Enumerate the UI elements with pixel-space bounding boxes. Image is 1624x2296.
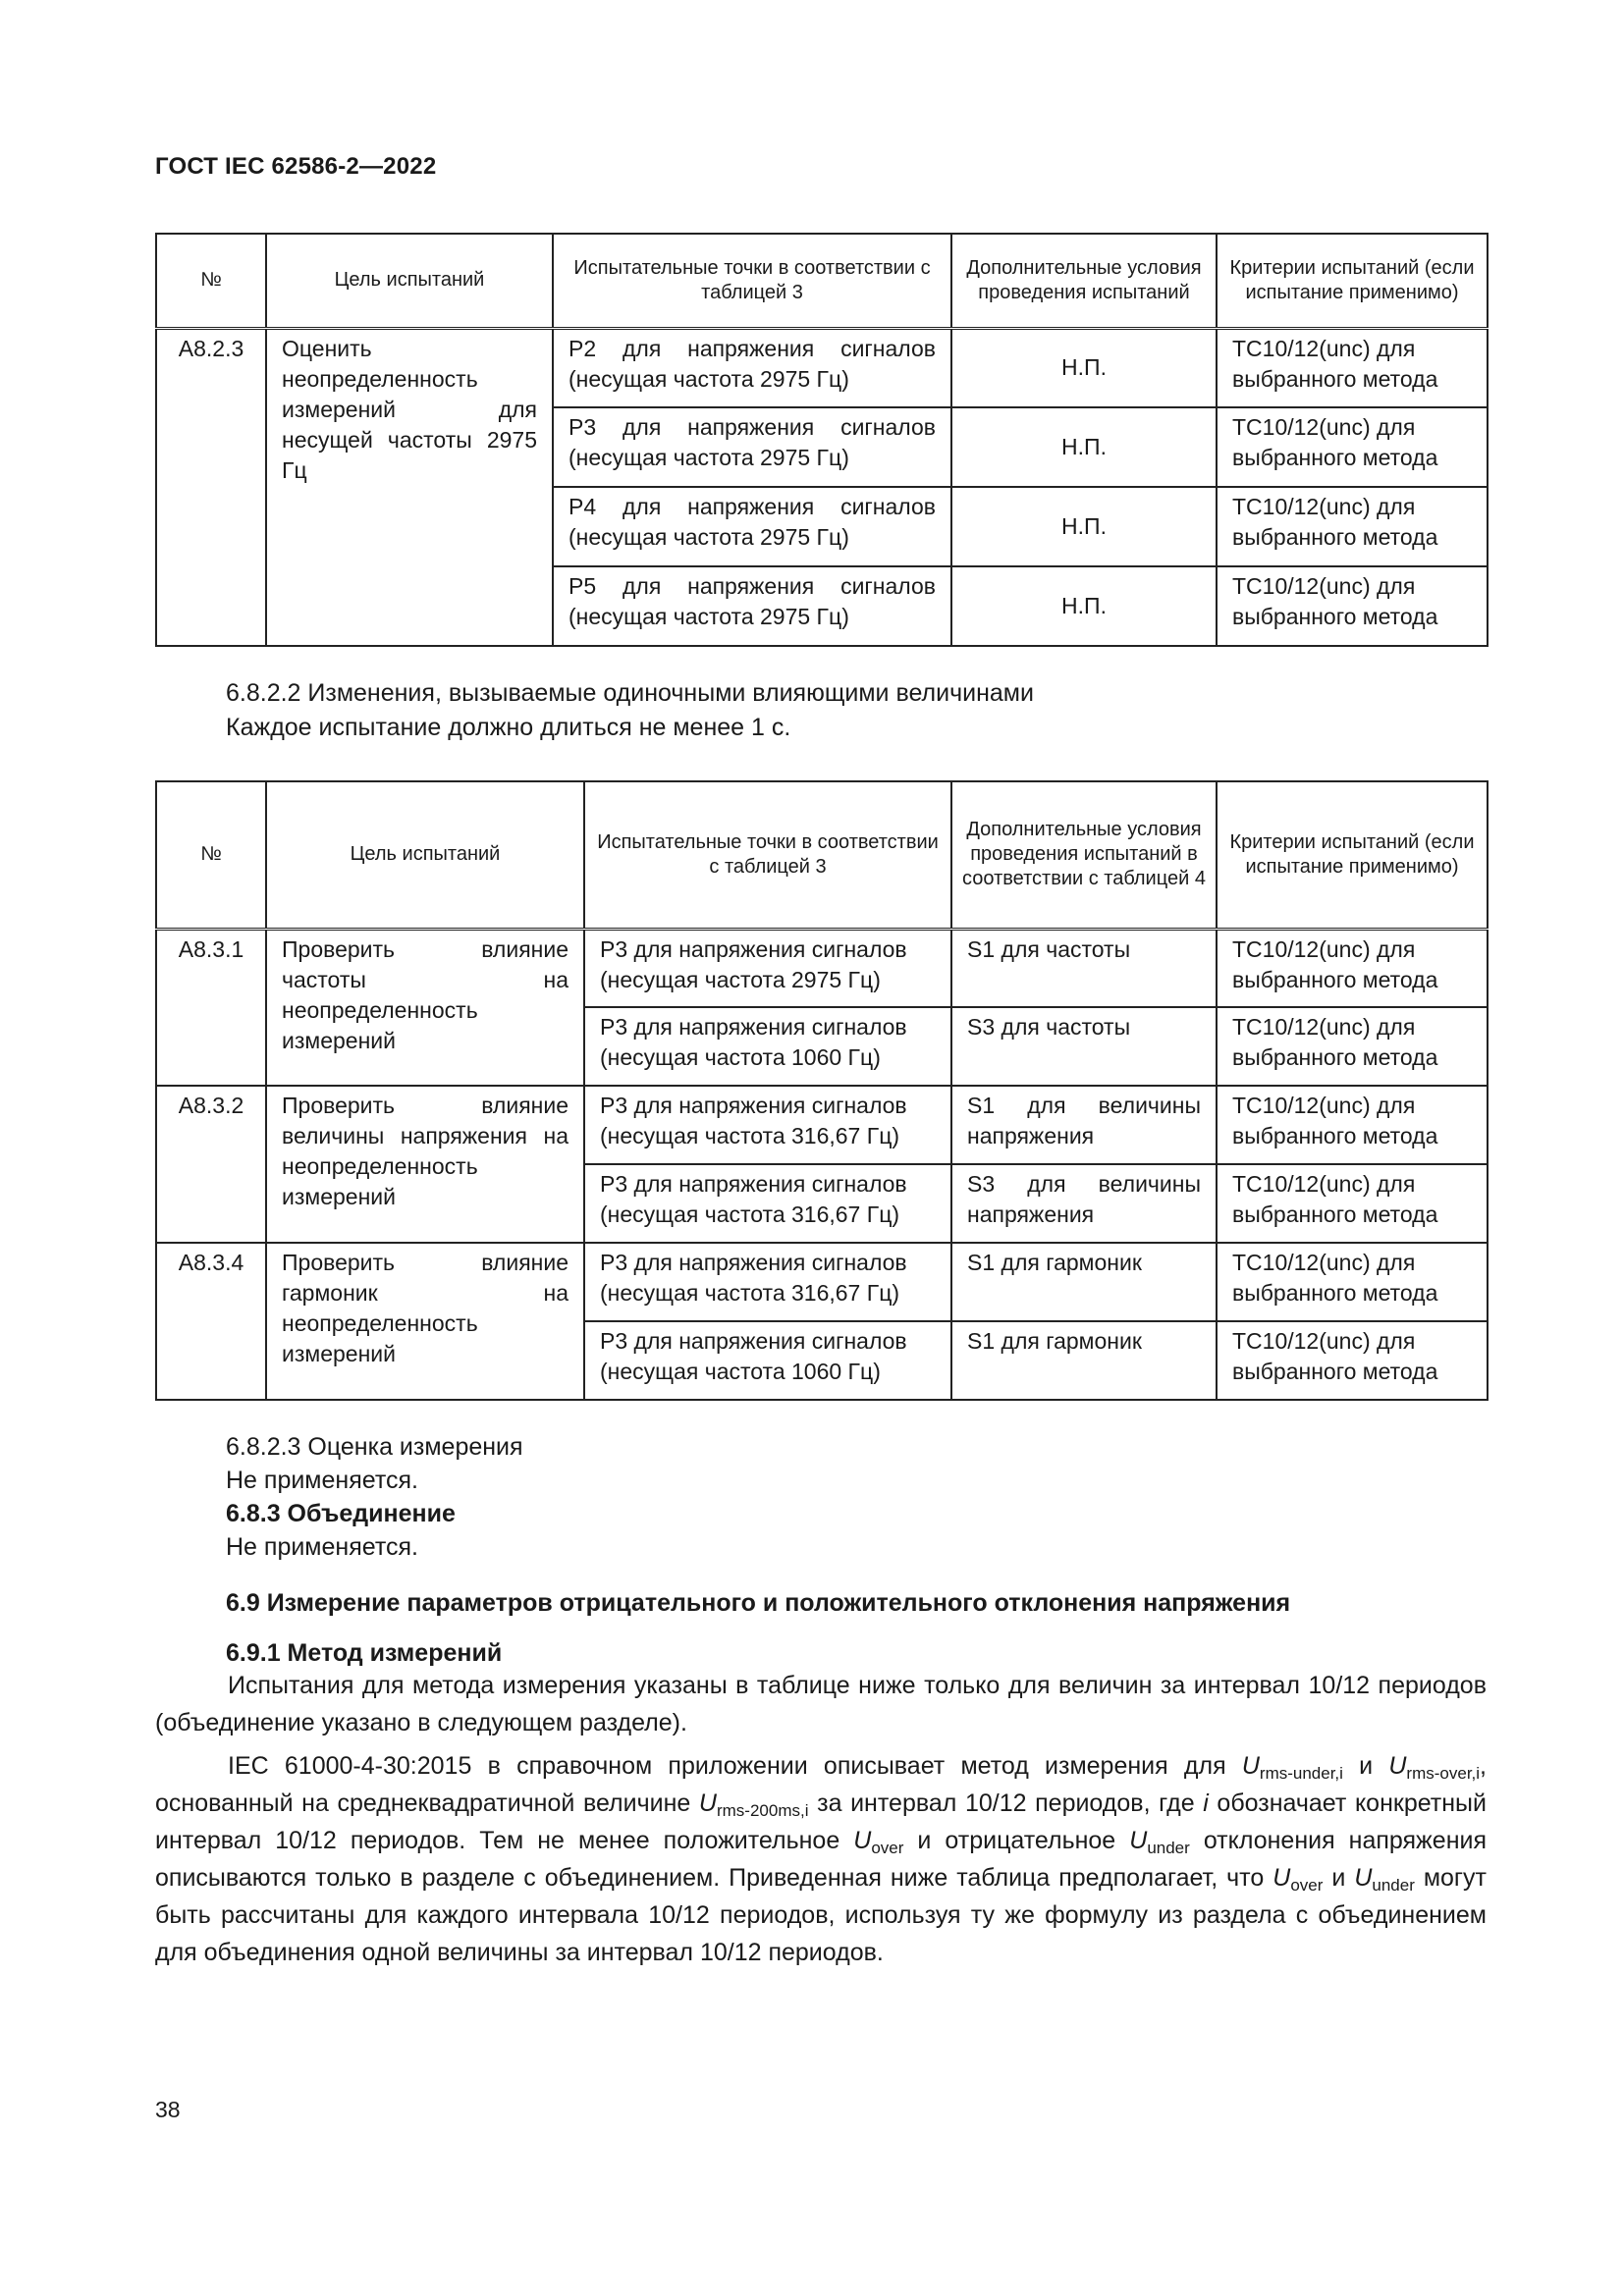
group-id: A8.2.3 — [156, 328, 266, 646]
header-conditions: Дополнительные условия проведения испытаний — [951, 234, 1217, 328]
table-row — [156, 929, 1488, 1007]
section-683-heading: 6.8.3 Объединение — [226, 1500, 456, 1527]
header-goal: Цель испытаний — [266, 781, 584, 929]
test-conditions: Н.П. — [951, 566, 1217, 646]
header-conditions: Дополнительные условия проведения испытаний в соответствии с таблицей 4 — [951, 781, 1217, 929]
section-691-body — [155, 1667, 1487, 1977]
test-conditions: S1 для гармоник — [951, 1243, 1217, 1321]
test-conditions: S3 для частоты — [951, 1007, 1217, 1086]
section-69-heading: 6.9 Измерение параметров отрицательного и положительного отклонения напряжения — [226, 1589, 1291, 1617]
section-6822-heading: 6.8.2.2 Изменения, вызываемые одиночными влияющими величинами — [226, 679, 1034, 707]
group-id: A8.3.4 — [156, 1243, 266, 1400]
test-conditions: S1 для величины напряжения — [951, 1086, 1217, 1164]
test-criteria: TC10/12(unc) для выбранного метода — [1217, 328, 1488, 407]
test-conditions: Н.П. — [951, 328, 1217, 407]
table-row — [156, 328, 1488, 407]
header-num: № — [156, 781, 266, 929]
header-points: Испытательные точки в соответствии с таблицей 3 — [584, 781, 951, 929]
test-criteria: TC10/12(unc) для выбранного метода — [1217, 1007, 1488, 1086]
test-criteria: TC10/12(unc) для выбранного метода — [1217, 407, 1488, 487]
test-point: P5 для напряжения сигналов (несущая частота 2975 Гц) — [553, 566, 951, 646]
group-goal: Оценить неопределенность измерений для несущей частоты 2975 Гц — [266, 328, 553, 646]
header-num: № — [156, 234, 266, 328]
test-point: P4 для напряжения сигналов (несущая частота 2975 Гц) — [553, 487, 951, 566]
table-row — [156, 1243, 1488, 1321]
test-criteria: TC10/12(unc) для выбранного метода — [1217, 929, 1488, 1007]
section-6823-text: Не применяется. — [226, 1467, 418, 1494]
document-header: ГОСТ IEC 62586-2—2022 — [155, 153, 437, 180]
header-criteria: Критерии испытаний (если испытание применимо) — [1217, 234, 1488, 328]
group-id: A8.3.1 — [156, 929, 266, 1086]
test-conditions: S3 для величины напряжения — [951, 1164, 1217, 1243]
test-table-1 — [155, 233, 1489, 647]
test-criteria: TC10/12(unc) для выбранного метода — [1217, 566, 1488, 646]
test-point: P3 для напряжения сигналов (несущая частота 316,67 Гц) — [584, 1164, 951, 1243]
group-goal: Проверить влияние гармоник на неопределенность измерений — [266, 1243, 584, 1400]
header-goal: Цель испытаний — [266, 234, 553, 328]
group-goal: Проверить влияние величины напряжения на неопределенность измерений — [266, 1086, 584, 1243]
group-goal: Проверить влияние частоты на неопределенность измерений — [266, 929, 584, 1086]
test-point: P3 для напряжения сигналов (несущая частота 1060 Гц) — [584, 1007, 951, 1086]
test-point: P2 для напряжения сигналов (несущая частота 2975 Гц) — [553, 328, 951, 407]
paragraph: IEC 61000-4-30:2015 в справочном приложении описывает метод измерения для $U_{rms-under,i}$ и $U_{rms-over,i}$, основанный на среднеквадратичной величине $U_{rms-200ms,i}$ за интервал 10/12 периодов, где i обозначает конкретный интервал 10/12 периодов. Тем не менее положительное $U_{over}$ и отрицательное $U_{under}$ отклонения напряжения описываются только в разделе с объединением. Приведенная ниже таблица предполагает, что $U_{over}$ и $U_{under}$ могут быть рассчитаны для каждого интервала 10/12 периодов, используя ту же формулу из раздела с объединением для объединения одной величины за интервал 10/12 периодов. — [155, 1752, 1487, 1966]
page-number: 38 — [155, 2097, 181, 2122]
header-criteria: Критерии испытаний (если испытание применимо) — [1217, 781, 1488, 929]
test-table-2 — [155, 780, 1489, 1401]
test-point: P3 для напряжения сигналов (несущая частота 2975 Гц) — [553, 407, 951, 487]
test-point: P3 для напряжения сигналов (несущая частота 2975 Гц) — [584, 929, 951, 1007]
test-criteria: TC10/12(unc) для выбранного метода — [1217, 1086, 1488, 1164]
test-point: P3 для напряжения сигналов (несущая частота 316,67 Гц) — [584, 1086, 951, 1164]
test-criteria: TC10/12(unc) для выбранного метода — [1217, 487, 1488, 566]
table-row — [156, 1086, 1488, 1164]
section-683-text: Не применяется. — [226, 1533, 418, 1561]
test-criteria: TC10/12(unc) для выбранного метода — [1217, 1243, 1488, 1321]
test-criteria: TC10/12(unc) для выбранного метода — [1217, 1164, 1488, 1243]
header-points: Испытательные точки в соответствии с таблицей 3 — [553, 234, 951, 328]
section-691-heading: 6.9.1 Метод измерений — [226, 1639, 503, 1667]
test-point: P3 для напряжения сигналов (несущая частота 316,67 Гц) — [584, 1243, 951, 1321]
group-id: A8.3.2 — [156, 1086, 266, 1243]
test-point: P3 для напряжения сигналов (несущая частота 1060 Гц) — [584, 1321, 951, 1400]
test-conditions: S1 для частоты — [951, 929, 1217, 1007]
test-criteria: TC10/12(unc) для выбранного метода — [1217, 1321, 1488, 1400]
test-conditions: Н.П. — [951, 487, 1217, 566]
paragraph: Испытания для метода измерения указаны в таблице ниже только для величин за интервал 10/12 периодов (объединение указано в следующем разделе). — [155, 1672, 1487, 1736]
section-6822-note: Каждое испытание должно длиться не менее 1 с. — [226, 714, 791, 741]
test-conditions: S1 для гармоник — [951, 1321, 1217, 1400]
section-6823-heading: 6.8.2.3 Оценка измерения — [226, 1433, 523, 1461]
test-conditions: Н.П. — [951, 407, 1217, 487]
